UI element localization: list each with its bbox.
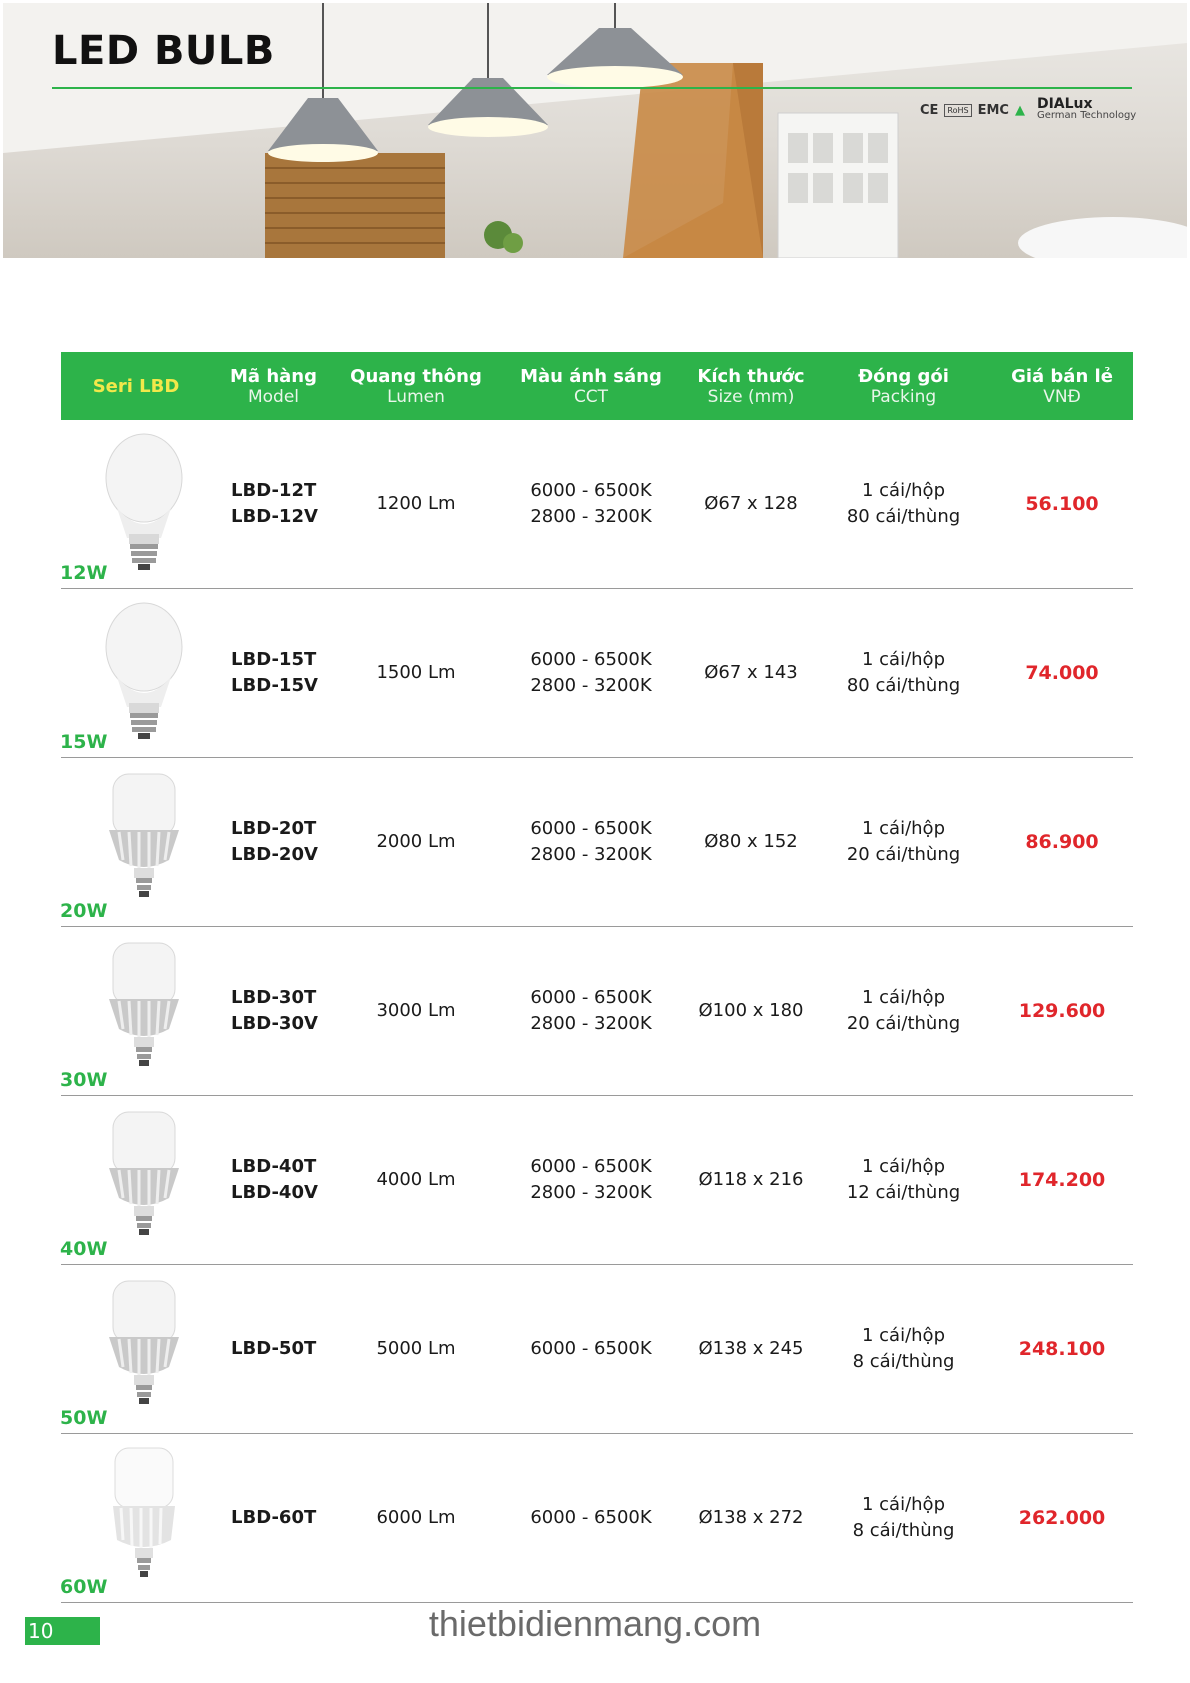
packing-cell [816, 1154, 991, 1206]
table-row [61, 758, 1133, 927]
packing-cell [816, 816, 991, 868]
bulb-icon [99, 430, 189, 588]
cct-value: 2800 - 3200K [530, 506, 652, 527]
packing-value: 1 cái/hộp [861, 1156, 945, 1177]
wattage-label: 40W [60, 1238, 108, 1260]
product-image-cell [61, 1265, 211, 1433]
website-watermark: thietbidienmang.com [428, 1603, 762, 1644]
model-code: LBD-50T [231, 1338, 317, 1359]
cct-value: 2800 - 3200K [530, 1013, 652, 1034]
model-cell [211, 985, 336, 1037]
model-cell [211, 1336, 336, 1362]
model-cell [211, 1154, 336, 1206]
cct-cell [496, 1505, 686, 1531]
bulb-icon [99, 768, 189, 926]
cct-cell [496, 985, 686, 1037]
cct-cell [496, 1154, 686, 1206]
emc-mark: EMC [977, 102, 1009, 118]
cct-value: 6000 - 6500K [530, 987, 652, 1008]
bulb-icon [99, 599, 189, 757]
table-row [61, 1434, 1133, 1603]
price-cell: 174.200 [1018, 1169, 1106, 1191]
size-cell: Ø138 x 272 [698, 1507, 804, 1528]
table-row [61, 420, 1133, 589]
packing-value: 1 cái/hộp [861, 1494, 945, 1515]
lumen-cell: 4000 Lm [376, 1169, 456, 1190]
table-row [61, 927, 1133, 1096]
table-row [61, 1096, 1133, 1265]
packing-cell [816, 1492, 991, 1544]
product-image-cell [61, 589, 211, 757]
packing-cell [816, 1323, 991, 1375]
wattage-label: 15W [60, 731, 108, 753]
product-image-cell [61, 927, 211, 1095]
table-row [61, 589, 1133, 758]
packing-value: 1 cái/hộp [861, 1325, 945, 1346]
model-code: LBD-15V [231, 675, 318, 696]
table-header [61, 352, 1133, 420]
lumen-cell: 5000 Lm [376, 1338, 456, 1359]
col-header-model: Mã hàng Model [230, 365, 317, 407]
lumen-cell: 2000 Lm [376, 831, 456, 852]
size-cell: Ø67 x 143 [704, 662, 798, 683]
size-cell: Ø67 x 128 [704, 493, 798, 514]
cct-value: 6000 - 6500K [530, 480, 652, 501]
cct-cell [496, 1336, 686, 1362]
cct-cell [496, 647, 686, 699]
packing-value: 20 cái/thùng [846, 844, 961, 865]
model-code: LBD-15T [231, 649, 317, 670]
model-cell [211, 1505, 336, 1531]
bulb-icon [99, 1275, 189, 1433]
size-cell: Ø138 x 245 [698, 1338, 804, 1359]
model-code: LBD-30T [231, 987, 317, 1008]
packing-value: 20 cái/thùng [846, 1013, 961, 1034]
packing-value: 1 cái/hộp [861, 649, 945, 670]
wattage-label: 50W [60, 1407, 108, 1429]
packing-cell [816, 647, 991, 699]
packing-value: 1 cái/hộp [861, 480, 945, 501]
bulb-icon [99, 1106, 189, 1264]
col-header-price: Giá bán lẻ VNĐ [1011, 365, 1113, 407]
cct-value: 6000 - 6500K [530, 1507, 652, 1528]
product-price-table [61, 352, 1133, 1603]
cct-value: 6000 - 6500K [530, 1338, 652, 1359]
packing-value: 8 cái/thùng [852, 1351, 955, 1372]
packing-cell [816, 985, 991, 1037]
packing-cell [816, 478, 991, 530]
bulb-icon [99, 937, 189, 1095]
recycle-icon: ▲ [1014, 102, 1025, 118]
model-code: LBD-40V [231, 1182, 318, 1203]
ce-mark: CE [920, 102, 939, 118]
col-header-seri: Seri LBD [92, 375, 180, 397]
price-cell: 74.000 [1025, 662, 1099, 684]
col-header-packing: Đóng gói Packing [858, 365, 949, 407]
cct-value: 2800 - 3200K [530, 675, 652, 696]
table-row [61, 1265, 1133, 1434]
size-cell: Ø118 x 216 [698, 1169, 804, 1190]
cct-cell [496, 478, 686, 530]
product-image-cell [61, 1434, 211, 1602]
product-image-cell [61, 420, 211, 588]
wattage-label: 20W [60, 900, 108, 922]
cct-value: 2800 - 3200K [530, 1182, 652, 1203]
model-code: LBD-20T [231, 818, 317, 839]
page-title: LED BULB [52, 28, 275, 74]
table-body [61, 420, 1133, 1603]
model-cell [211, 816, 336, 868]
packing-value: 8 cái/thùng [852, 1520, 955, 1541]
price-cell: 86.900 [1025, 831, 1099, 853]
cct-cell [496, 816, 686, 868]
model-code: LBD-30V [231, 1013, 318, 1034]
lumen-cell: 3000 Lm [376, 1000, 456, 1021]
model-cell [211, 647, 336, 699]
wattage-label: 30W [60, 1069, 108, 1091]
product-image-cell [61, 1096, 211, 1264]
price-cell: 248.100 [1018, 1338, 1106, 1360]
certification-logos [920, 98, 1136, 122]
size-cell: Ø100 x 180 [698, 1000, 804, 1021]
cct-value: 6000 - 6500K [530, 818, 652, 839]
title-divider [52, 87, 1132, 89]
lumen-cell: 1500 Lm [376, 662, 456, 683]
cct-value: 6000 - 6500K [530, 649, 652, 670]
packing-value: 80 cái/thùng [846, 675, 961, 696]
model-code: LBD-40T [231, 1156, 317, 1177]
lumen-cell: 6000 Lm [376, 1507, 456, 1528]
model-code: LBD-12V [231, 506, 318, 527]
wattage-label: 12W [60, 562, 108, 584]
packing-value: 1 cái/hộp [861, 818, 945, 839]
col-header-size: Kích thước Size (mm) [697, 365, 805, 407]
packing-value: 12 cái/thùng [846, 1182, 961, 1203]
model-code: LBD-12T [231, 480, 317, 501]
model-code: LBD-60T [231, 1507, 317, 1528]
page-number: 10 [25, 1617, 100, 1645]
model-cell [211, 478, 336, 530]
cct-value: 2800 - 3200K [530, 844, 652, 865]
product-image-cell [61, 758, 211, 926]
rohs-mark: RoHS [944, 104, 971, 117]
price-cell: 262.000 [1018, 1507, 1106, 1529]
bulb-icon [99, 1444, 189, 1602]
size-cell: Ø80 x 152 [704, 831, 798, 852]
price-cell: 129.600 [1018, 1000, 1106, 1022]
wattage-label: 60W [60, 1576, 108, 1598]
col-header-cct: Màu ánh sáng CCT [520, 365, 662, 407]
lumen-cell: 1200 Lm [376, 493, 456, 514]
packing-value: 1 cái/hộp [861, 987, 945, 1008]
cct-value: 6000 - 6500K [530, 1156, 652, 1177]
dialux-logo: DIALux German Technology [1036, 96, 1137, 121]
price-cell: 56.100 [1025, 493, 1099, 515]
model-code: LBD-20V [231, 844, 318, 865]
packing-value: 80 cái/thùng [846, 506, 961, 527]
col-header-lumen: Quang thông Lumen [350, 365, 482, 407]
